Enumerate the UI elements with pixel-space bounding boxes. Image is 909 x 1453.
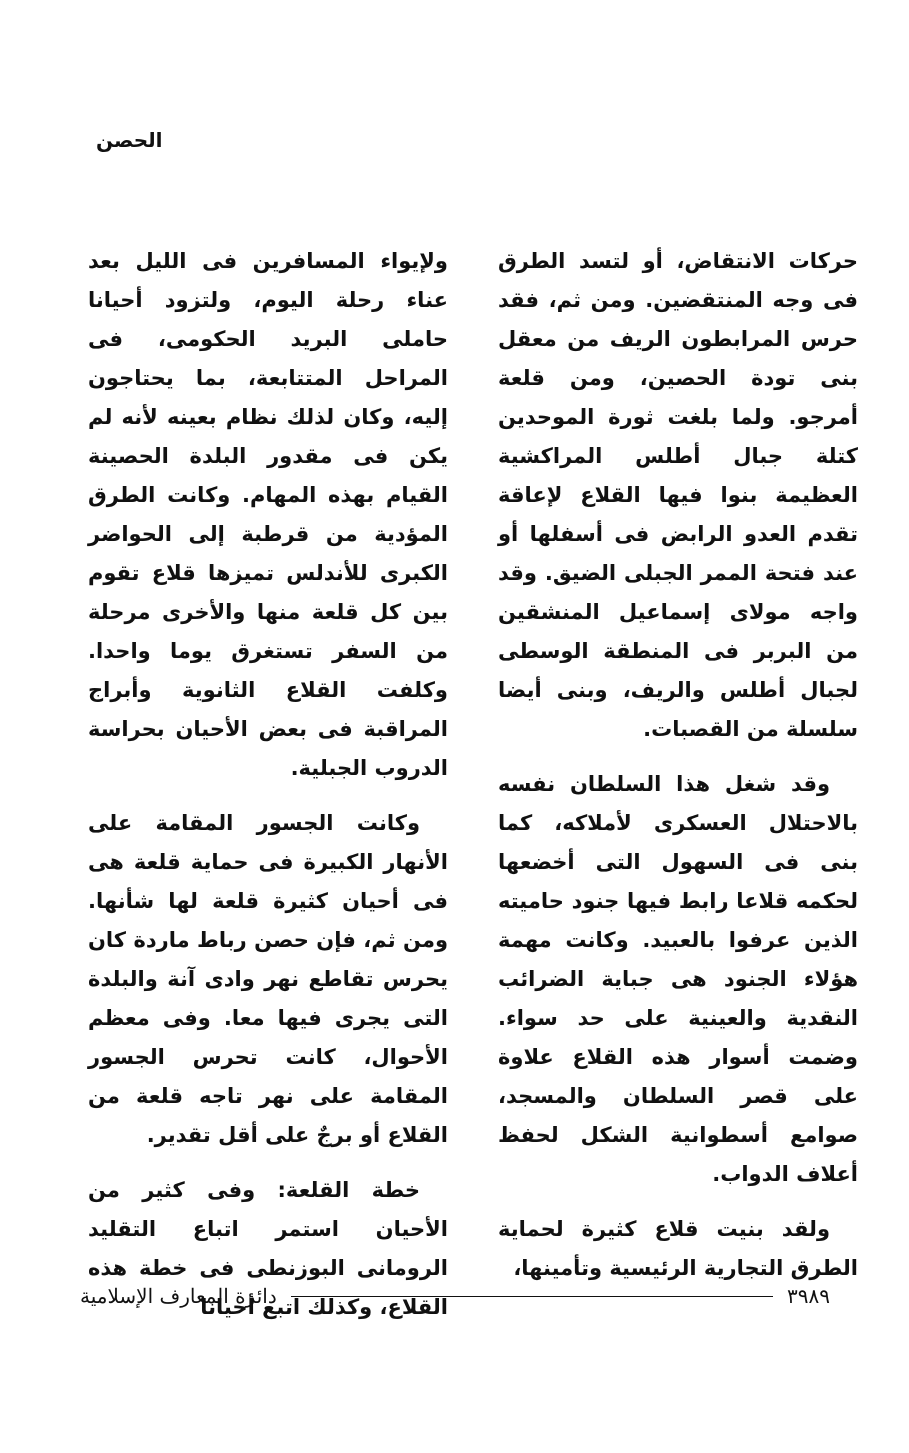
left-paragraph-1: ولإيواء المسافرين فى الليل بعد عناء رحلة اليوم، ولتزود أحيانا حاملى البريد الحكومى، فى المراحل المتتابعة، بما يحتاجون إليه، وكان لذلك نظام بعينه لأنه لم يكن فى مقدور البلدة الحصينة القيام بهذه المهام. وكانت الطرق المؤدية من قرطبة إلى الحواضر الكبرى للأندلس تميزها قلاع تقوم بين كل قلعة منها والأخرى مرحلة من السفر تستغرق يوما واحدا. وكلفت القلاع الثانوية وأبراج المراقبة فى بعض الأحيان بحراسة الدروب الجبلية. xyxy=(88,249,448,780)
page-footer xyxy=(80,1281,830,1311)
left-column xyxy=(88,242,448,1343)
right-paragraph-3: ولقد بنيت قلاع كثيرة لحماية الطرق التجارية الرئيسية وتأمينها، xyxy=(498,1217,858,1280)
footer-publication-title: دائرة المعارف الإسلامية xyxy=(80,1284,277,1308)
running-head-title: الحصن xyxy=(96,128,163,152)
footer-rule xyxy=(291,1296,773,1297)
right-paragraph-1: حركات الانتقاض، أو لتسد الطرق فى وجه المنتقضين. ومن ثم، فقد حرس المرابطون الريف من معقل بنى تودة الحصين، ومن قلعة أمرجو. ولما بلغت ثورة الموحدين كتلة جبال أطلس المراكشية العظيمة بنوا فيها القلاع لإعاقة تقدم العدو الرابض فى أسفلها أو عند فتحة الممر الجبلى الضيق. وقد واجه مولاى إسماعيل المنشقين من البربر فى المنطقة الوسطى لجبال أطلس والريف، وبنى أيضا سلسلة من القصبات. xyxy=(498,249,858,741)
section-heading-castle-plan: خطة القلعة: xyxy=(277,1178,420,1202)
right-column xyxy=(498,242,858,1304)
right-paragraph-2: وقد شغل هذا السلطان نفسه بالاحتلال العسكرى لأملاكه، كما بنى فى السهول التى أخضعها لحكمه قلاعا رابط فيها جنود حاميته الذين عرفوا بالعبيد. وكانت مهمة هؤلاء الجنود هى جباية الضرائب النقدية والعينية على حد سواء. وضمت أسوار هذه القلاع علاوة على قصر السلطان والمسجد، صوامع أسطوانية الشكل لحفظ أعلاف الدواب. xyxy=(498,772,858,1186)
footer-page-number: ٣٩٨٩ xyxy=(787,1284,830,1308)
left-paragraph-2: وكانت الجسور المقامة على الأنهار الكبيرة فى حماية قلعة هى فى أحيان كثيرة قلعة لها شأنها. ومن ثم، فإن حصن رباط ماردة كان يحرس تقاطع نهر وادى آنة والبلدة التى يجرى فيها معا. وفى معظم الأحوال، كانت تحرس الجسور المقامة على نهر تاجه قلعة من القلاع أو برجٌ على أقل تقدير. xyxy=(88,811,448,1147)
left-paragraph-3-body: وفى كثير من الأحيان استمر اتباع التقليد الرومانى البوزنطى فى خطة هذه القلاع، وكذلك اتبع أحيانا xyxy=(88,1178,448,1319)
